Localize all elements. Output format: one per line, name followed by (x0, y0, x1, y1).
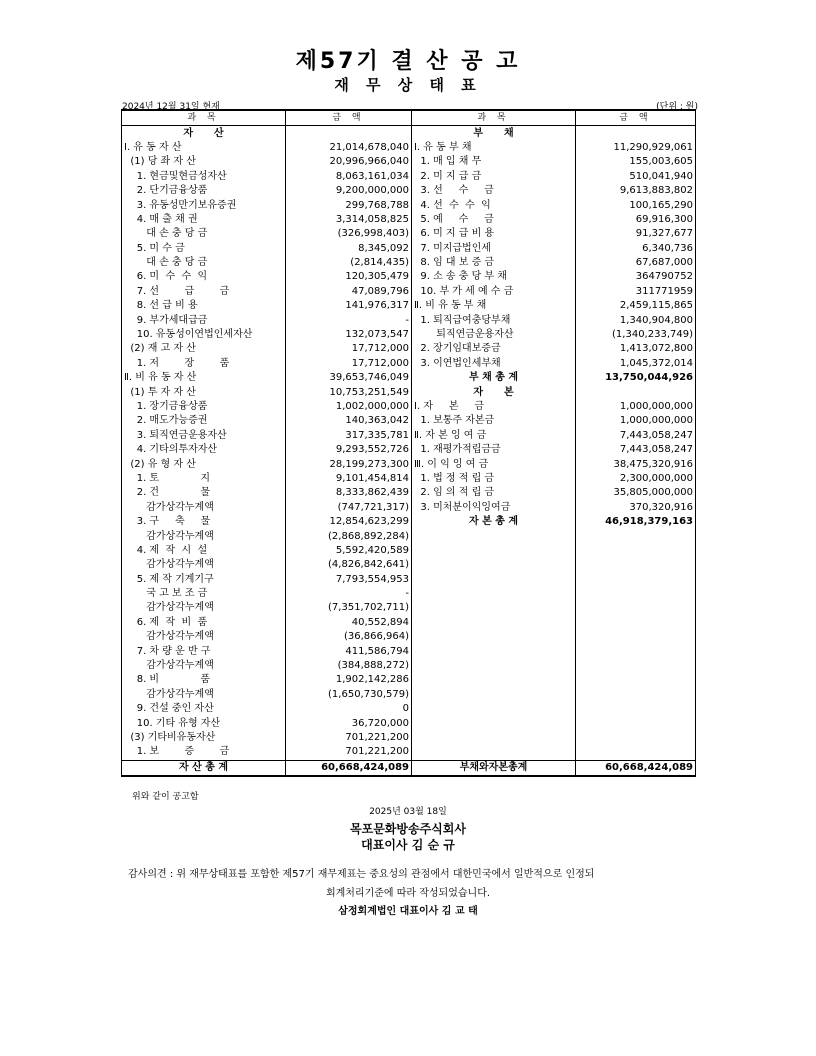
left-amount: 1,002,000,000 (286, 400, 412, 414)
left-item: 2. 매도가능증권 (122, 414, 286, 428)
right-item: 2. 미 지 급 금 (412, 170, 576, 184)
left-item: 4. 매 출 채 권 (122, 213, 286, 227)
right-item (412, 688, 576, 702)
announcement-date: 2025년 03월 18일 (369, 807, 447, 817)
table-row (122, 213, 696, 227)
left-amount: 40,552,894 (286, 616, 412, 630)
right-amount: 2,300,000,000 (576, 472, 696, 486)
right-item (412, 630, 576, 644)
left-item: 1. 저 장 품 (122, 357, 286, 371)
right-amount (576, 673, 696, 687)
left-item: 자 산 (122, 126, 286, 141)
right-amount: 35,805,000,000 (576, 486, 696, 500)
company-name: 목포문화방송주식회사 (350, 822, 466, 836)
table-row (122, 242, 696, 256)
balance-sheet-table (121, 109, 696, 777)
right-item: 9. 소 송 충 당 부 채 (412, 270, 576, 284)
left-item: 2. 건 물 (122, 486, 286, 500)
right-item: 3. 이연법인세부채 (412, 357, 576, 371)
table-row (122, 357, 696, 371)
table-row (122, 731, 696, 745)
left-item: 2. 단기금융상품 (122, 184, 286, 198)
right-amount (576, 587, 696, 601)
left-item: 감가상각누계액 (122, 601, 286, 615)
right-item: 1. 재평가적립금금 (412, 443, 576, 457)
right-item: Ⅰ. 유 동 부 채 (412, 141, 576, 155)
left-amount: 9,101,454,814 (286, 472, 412, 486)
right-item: 1. 법 정 적 립 금 (412, 472, 576, 486)
left-amount: 47,089,796 (286, 285, 412, 299)
right-item (412, 616, 576, 630)
table-row (122, 328, 696, 342)
right-item (412, 573, 576, 587)
table-row (122, 486, 696, 500)
right-item (412, 558, 576, 572)
table-row (122, 170, 696, 184)
total-liab-equity-amount: 60,668,424,089 (576, 760, 696, 776)
left-item: 9. 건설 중인 자산 (122, 702, 286, 716)
left-amount: 12,854,623,299 (286, 515, 412, 529)
right-amount: 1,000,000,000 (576, 400, 696, 414)
table-row (122, 400, 696, 414)
right-amount: 38,475,320,916 (576, 457, 696, 471)
totals-row (122, 760, 696, 776)
left-amount: 17,712,000 (286, 357, 412, 371)
left-amount: (747,721,317) (286, 501, 412, 515)
right-amount: 11,290,929,061 (576, 141, 696, 155)
left-item: (1) 당 좌 자 산 (122, 155, 286, 169)
table-row (122, 198, 696, 212)
left-amount: - (286, 313, 412, 327)
table-row (122, 644, 696, 658)
right-amount (576, 558, 696, 572)
right-item: 자 본 총 계 (412, 515, 576, 529)
left-item: 3. 유동성만기보유증권 (122, 198, 286, 212)
left-amount: 7,793,554,953 (286, 573, 412, 587)
right-amount (576, 688, 696, 702)
left-amount-header: 금 액 (286, 110, 412, 126)
left-item: 9. 부가세대급금 (122, 313, 286, 327)
right-amount: 9,613,883,802 (576, 184, 696, 198)
total-assets-amount: 60,668,424,089 (286, 760, 412, 776)
left-amount: (384,888,272) (286, 659, 412, 673)
right-item: 부 채 총 계 (412, 371, 576, 385)
left-amount: (1,650,730,579) (286, 688, 412, 702)
right-item (412, 731, 576, 745)
left-item: 10. 유동성이연법인세자산 (122, 328, 286, 342)
left-amount: 9,200,000,000 (286, 184, 412, 198)
table-row (122, 688, 696, 702)
left-amount: (4,826,842,641) (286, 558, 412, 572)
table-row (122, 227, 696, 241)
right-amount: 7,443,058,247 (576, 429, 696, 443)
table-row (122, 544, 696, 558)
right-amount (576, 702, 696, 716)
right-amount (576, 601, 696, 615)
table-row (122, 702, 696, 716)
table-row (122, 429, 696, 443)
right-amount: 155,003,605 (576, 155, 696, 169)
right-amount: 6,340,736 (576, 242, 696, 256)
right-item: 1. 매 입 채 무 (412, 155, 576, 169)
right-item: Ⅲ. 이 익 잉 여 금 (412, 457, 576, 471)
left-amount: 299,768,788 (286, 198, 412, 212)
right-amount: 2,459,115,865 (576, 299, 696, 313)
left-item: (2) 유 형 자 산 (122, 457, 286, 471)
left-amount: 411,586,794 (286, 644, 412, 658)
right-item: 부 채 (412, 126, 576, 141)
table-header-row (122, 110, 696, 126)
table-row (122, 529, 696, 543)
right-item: Ⅱ. 자 본 잉 여 금 (412, 429, 576, 443)
left-amount: 39,653,746,049 (286, 371, 412, 385)
left-item: 대 손 충 당 금 (122, 256, 286, 270)
left-item-header: 과 목 (122, 110, 286, 126)
left-amount (286, 126, 412, 141)
left-item: 7. 차 량 운 반 구 (122, 644, 286, 658)
right-item: 3. 선 수 금 (412, 184, 576, 198)
right-amount-header: 금 액 (576, 110, 696, 126)
left-item: 5. 미 수 금 (122, 242, 286, 256)
left-amount: (326,998,403) (286, 227, 412, 241)
left-item: (2) 재 고 자 산 (122, 342, 286, 356)
left-amount: 120,305,479 (286, 270, 412, 284)
left-amount: (36,866,964) (286, 630, 412, 644)
left-item: 3. 구 축 물 (122, 515, 286, 529)
left-item: 대 손 충 당 금 (122, 227, 286, 241)
left-item: 감가상각누계액 (122, 529, 286, 543)
unit-label: (단위 : 원) (656, 102, 698, 112)
left-item: 7. 선 급 금 (122, 285, 286, 299)
right-item: 퇴직연금운용자산 (412, 328, 576, 342)
right-amount (576, 659, 696, 673)
left-amount: 21,014,678,040 (286, 141, 412, 155)
table-row (122, 184, 696, 198)
table-row (122, 155, 696, 169)
table-row (122, 270, 696, 284)
right-item: Ⅰ. 자 본 금 (412, 400, 576, 414)
left-item: Ⅰ. 유 동 자 산 (122, 141, 286, 155)
right-item: 자 본 (412, 385, 576, 399)
right-amount (576, 630, 696, 644)
table-row (122, 745, 696, 760)
right-amount: 370,320,916 (576, 501, 696, 515)
right-amount: 510,041,940 (576, 170, 696, 184)
left-amount: 0 (286, 702, 412, 716)
left-item: 감가상각누계액 (122, 501, 286, 515)
right-item (412, 673, 576, 687)
left-item: 8. 선 급 비 용 (122, 299, 286, 313)
table-row (122, 342, 696, 356)
right-item (412, 716, 576, 730)
right-item: 2. 임 의 적 립 금 (412, 486, 576, 500)
right-item (412, 587, 576, 601)
left-item: 감가상각누계액 (122, 688, 286, 702)
right-amount: 7,443,058,247 (576, 443, 696, 457)
audit-opinion-line-1: 감사의견 : 위 재무상태표를 포함한 제57기 재무제표는 중요성의 관점에서 대한민국에서 일반적으로 인정되 (128, 869, 595, 880)
left-item: 감가상각누계액 (122, 630, 286, 644)
table-row (122, 141, 696, 155)
left-item: 5. 제 작 기계기구 (122, 573, 286, 587)
left-item: 감가상각누계액 (122, 659, 286, 673)
left-item: (1) 투 자 자 산 (122, 385, 286, 399)
left-amount: 141,976,317 (286, 299, 412, 313)
page-title: 제57기 결 산 공 고 (295, 49, 521, 74)
right-amount (576, 573, 696, 587)
audit-opinion-line-2: 회계처리기준에 따라 작성되었습니다. (325, 888, 491, 899)
left-amount: 9,293,552,726 (286, 443, 412, 457)
left-amount: 28,199,273,300 (286, 457, 412, 471)
auditor-name: 삼정회계법인 대표이사 김 교 태 (338, 906, 478, 917)
left-item: 4. 기타의투자자산 (122, 443, 286, 457)
table-row (122, 515, 696, 529)
left-amount: 317,335,781 (286, 429, 412, 443)
right-amount (576, 126, 696, 141)
right-amount: 100,165,290 (576, 198, 696, 212)
left-item: 8. 비 품 (122, 673, 286, 687)
left-amount: 132,073,547 (286, 328, 412, 342)
table-row (122, 501, 696, 515)
table-row (122, 385, 696, 399)
right-item: 6. 미 지 급 비 용 (412, 227, 576, 241)
right-item (412, 529, 576, 543)
left-amount: 140,363,042 (286, 414, 412, 428)
statement-title: 재 무 상 태 표 (334, 76, 482, 94)
left-amount: (2,814,435) (286, 256, 412, 270)
table-row (122, 616, 696, 630)
left-amount: 10,753,251,549 (286, 385, 412, 399)
left-amount: 5,592,420,589 (286, 544, 412, 558)
right-item: Ⅱ. 비 유 동 부 채 (412, 299, 576, 313)
table-row (122, 256, 696, 270)
right-item (412, 659, 576, 673)
left-amount: 701,221,200 (286, 731, 412, 745)
right-item: 4. 선 수 수 익 (412, 198, 576, 212)
left-amount: 1,902,142,286 (286, 673, 412, 687)
left-amount: 701,221,200 (286, 745, 412, 760)
right-amount: 46,918,379,163 (576, 515, 696, 529)
left-item: 6. 제 작 비 품 (122, 616, 286, 630)
table-row (122, 299, 696, 313)
right-item (412, 544, 576, 558)
left-amount: 36,720,000 (286, 716, 412, 730)
left-amount: 17,712,000 (286, 342, 412, 356)
right-amount: 1,000,000,000 (576, 414, 696, 428)
left-item: 10. 기타 유형 자산 (122, 716, 286, 730)
right-amount: 364790752 (576, 270, 696, 284)
right-item (412, 644, 576, 658)
right-item: 3. 미처분이익잉여금 (412, 501, 576, 515)
total-assets-label: 자 산 총 계 (122, 760, 286, 776)
table-row (122, 716, 696, 730)
right-item (412, 601, 576, 615)
right-amount (576, 731, 696, 745)
table-row (122, 558, 696, 572)
right-item (412, 702, 576, 716)
right-item: 2. 장기임대보증금 (412, 342, 576, 356)
left-item: 1. 보 증 금 (122, 745, 286, 760)
left-amount: 8,063,161,034 (286, 170, 412, 184)
right-amount (576, 385, 696, 399)
table-row (122, 659, 696, 673)
right-item: 7. 미지급법인세 (412, 242, 576, 256)
table-row (122, 414, 696, 428)
left-item: 3. 퇴직연금운용자산 (122, 429, 286, 443)
left-amount: 20,996,966,040 (286, 155, 412, 169)
right-amount (576, 529, 696, 543)
table-row (122, 601, 696, 615)
table-row (122, 371, 696, 385)
right-item-header: 과 목 (412, 110, 576, 126)
right-amount (576, 616, 696, 630)
right-amount: 1,413,072,800 (576, 342, 696, 356)
table-row (122, 126, 696, 141)
statement-date: 2024년 12월 31일 현재 (122, 102, 220, 112)
total-liab-equity-label: 부채와자본총계 (412, 760, 576, 776)
left-item: 6. 미 수 수 익 (122, 270, 286, 284)
right-item (412, 745, 576, 760)
right-amount: (1,340,233,749) (576, 328, 696, 342)
left-item: Ⅱ. 비 유 동 자 산 (122, 371, 286, 385)
right-amount (576, 644, 696, 658)
left-item: 4. 제 작 시 설 (122, 544, 286, 558)
table-row (122, 443, 696, 457)
table-row (122, 457, 696, 471)
right-amount: 13,750,044,926 (576, 371, 696, 385)
left-amount: - (286, 587, 412, 601)
right-amount (576, 716, 696, 730)
right-amount (576, 745, 696, 760)
left-item: (3) 기타비유동자산 (122, 731, 286, 745)
right-amount: 1,045,372,014 (576, 357, 696, 371)
right-amount: 69,916,300 (576, 213, 696, 227)
table-row (122, 630, 696, 644)
left-item: 1. 장기금융상품 (122, 400, 286, 414)
left-amount: 8,345,092 (286, 242, 412, 256)
left-amount: 3,314,058,825 (286, 213, 412, 227)
left-item: 1. 토 지 (122, 472, 286, 486)
right-amount: 91,327,677 (576, 227, 696, 241)
announcement-note: 위와 같이 공고함 (132, 792, 199, 802)
table-row (122, 313, 696, 327)
table-row (122, 285, 696, 299)
left-item: 국 고 보 조 금 (122, 587, 286, 601)
left-amount: 8,333,862,439 (286, 486, 412, 500)
left-item: 1. 현금및현금성자산 (122, 170, 286, 184)
right-amount: 311771959 (576, 285, 696, 299)
table-row (122, 587, 696, 601)
right-item: 1. 보통주 자본금 (412, 414, 576, 428)
table-row (122, 673, 696, 687)
left-amount: (7,351,702,711) (286, 601, 412, 615)
left-amount: (2,868,892,284) (286, 529, 412, 543)
right-amount (576, 544, 696, 558)
right-item: 10. 부 가 세 예 수 금 (412, 285, 576, 299)
right-amount: 67,687,000 (576, 256, 696, 270)
left-item: 감가상각누계액 (122, 558, 286, 572)
right-amount: 1,340,904,800 (576, 313, 696, 327)
right-item: 5. 예 수 금 (412, 213, 576, 227)
table-row (122, 573, 696, 587)
right-item: 1. 퇴직급여충당부채 (412, 313, 576, 327)
right-item: 8. 임 대 보 증 금 (412, 256, 576, 270)
ceo-name: 대표이사 김 순 규 (361, 838, 455, 852)
table-row (122, 472, 696, 486)
